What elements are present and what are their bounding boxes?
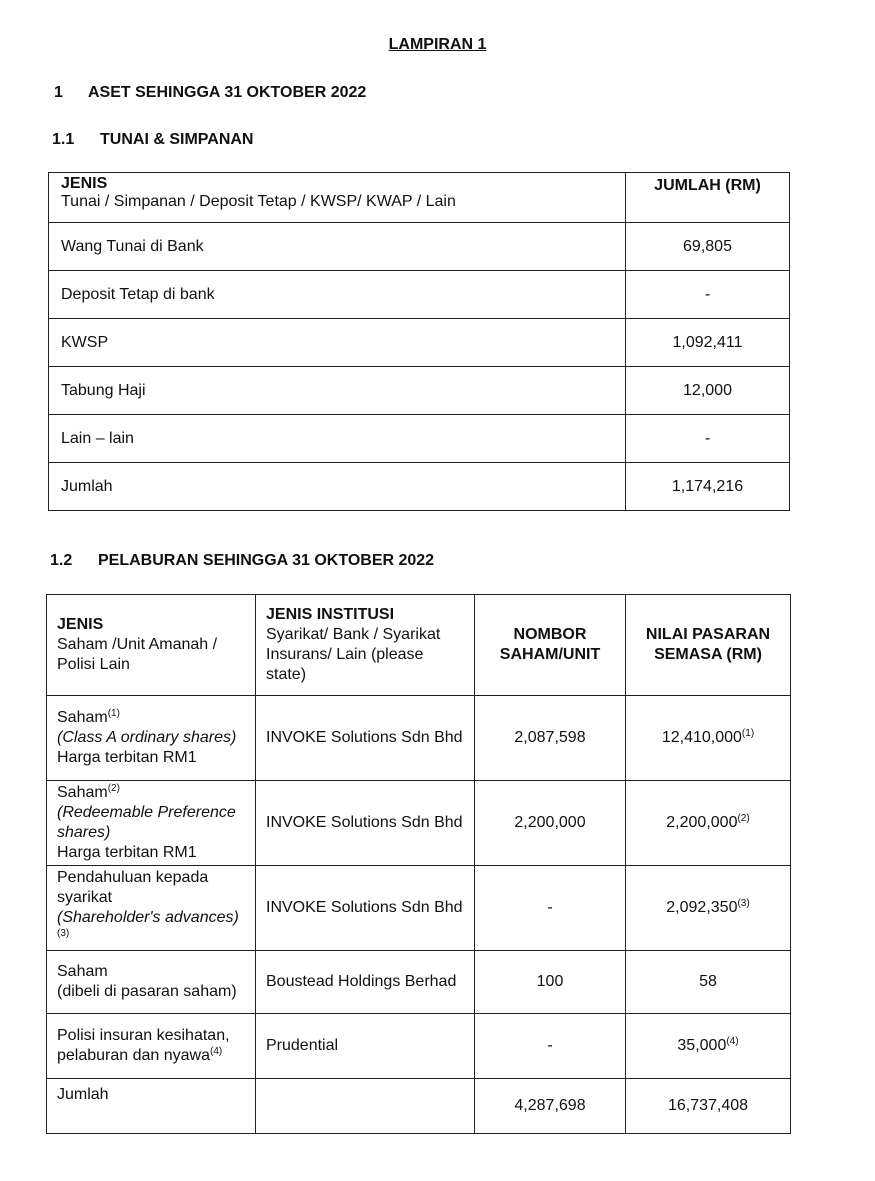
institution-cell bbox=[256, 1079, 475, 1134]
header-jenis-sub: Saham /Unit Amanah / Polisi Lain bbox=[57, 636, 218, 673]
value-amount: 35,000 bbox=[677, 1037, 727, 1054]
type-label: Polisi insuran kesihatan, pelaburan dan nyawa bbox=[57, 1027, 230, 1064]
institution-cell: INVOKE Solutions Sdn Bhd bbox=[256, 696, 475, 781]
table-header-row bbox=[47, 595, 791, 696]
header-institution-cell bbox=[256, 595, 475, 696]
institution-cell: INVOKE Solutions Sdn Bhd bbox=[256, 866, 475, 951]
cash-savings-table bbox=[48, 172, 790, 511]
value-amount: 2,200,000 bbox=[666, 814, 738, 831]
table-row bbox=[47, 781, 791, 866]
header-institution: JENIS INSTITUSI bbox=[266, 606, 395, 623]
type-label: Saham bbox=[57, 963, 108, 980]
units-cell: - bbox=[475, 1014, 626, 1079]
header-jenis-cell bbox=[47, 595, 256, 696]
table-row bbox=[47, 866, 791, 951]
row-label: Tabung Haji bbox=[49, 367, 626, 415]
section-1-heading bbox=[54, 84, 366, 102]
appendix-title: LAMPIRAN 1 bbox=[388, 36, 487, 53]
type-description: (dibeli di pasaran saham) bbox=[57, 983, 237, 1000]
header-jenis-sub: Tunai / Simpanan / Deposit Tetap / KWSP/ KWAP / Lain bbox=[61, 193, 456, 210]
total-row bbox=[49, 463, 790, 511]
total-label: Jumlah bbox=[47, 1079, 256, 1134]
row-amount: 1,092,411 bbox=[626, 319, 790, 367]
type-label: Saham bbox=[57, 784, 108, 801]
footnote-marker: (2) bbox=[107, 783, 120, 794]
type-label: Saham bbox=[57, 709, 108, 726]
units-cell: 2,200,000 bbox=[475, 781, 626, 866]
table-header-row bbox=[49, 173, 790, 223]
footnote-marker: (4) bbox=[210, 1046, 223, 1057]
table-row bbox=[47, 696, 791, 781]
table-row bbox=[49, 367, 790, 415]
header-jenis: JENIS bbox=[57, 616, 104, 633]
row-label: Lain – lain bbox=[49, 415, 626, 463]
institution-cell: Prudential bbox=[256, 1014, 475, 1079]
row-label: Wang Tunai di Bank bbox=[49, 223, 626, 271]
investments-table bbox=[46, 594, 791, 1134]
header-market-value: NILAI PASARAN SEMASA (RM) bbox=[626, 595, 791, 696]
total-row bbox=[47, 1079, 791, 1134]
footnote-marker: (1) bbox=[107, 708, 120, 719]
value-cell bbox=[626, 696, 791, 781]
table-row bbox=[49, 319, 790, 367]
type-cell bbox=[47, 781, 256, 866]
value-cell bbox=[626, 781, 791, 866]
row-amount: - bbox=[626, 415, 790, 463]
type-description: (Redeemable Preference shares) bbox=[57, 804, 236, 841]
institution-cell: INVOKE Solutions Sdn Bhd bbox=[256, 781, 475, 866]
type-cell bbox=[47, 1014, 256, 1079]
row-amount: 12,000 bbox=[626, 367, 790, 415]
section-number: 1.2 bbox=[50, 552, 73, 569]
row-label: KWSP bbox=[49, 319, 626, 367]
footnote-marker: (4) bbox=[726, 1036, 739, 1047]
section-1-2-heading bbox=[50, 552, 434, 570]
table-row bbox=[49, 223, 790, 271]
section-number: 1 bbox=[54, 84, 63, 101]
section-1-1-heading bbox=[52, 131, 253, 149]
section-title: ASET SEHINGGA 31 OKTOBER 2022 bbox=[88, 84, 367, 101]
header-jenis-cell bbox=[49, 173, 626, 223]
value-total: 16,737,408 bbox=[626, 1079, 791, 1134]
footnote-marker: (2) bbox=[737, 813, 750, 824]
row-label: Deposit Tetap di bank bbox=[49, 271, 626, 319]
units-cell: 100 bbox=[475, 951, 626, 1014]
issue-price-note: Harga terbitan RM1 bbox=[57, 844, 197, 861]
section-number: 1.1 bbox=[52, 131, 75, 148]
footnote-marker: (3) bbox=[737, 898, 750, 909]
type-label: Pendahuluan kepada syarikat bbox=[57, 869, 209, 906]
header-jenis: JENIS bbox=[61, 175, 108, 192]
type-description: (Shareholder's advances) bbox=[57, 909, 239, 926]
type-cell bbox=[47, 951, 256, 1014]
row-label: Jumlah bbox=[49, 463, 626, 511]
table-row bbox=[49, 415, 790, 463]
header-jumlah: JUMLAH (RM) bbox=[626, 173, 790, 223]
units-total: 4,287,698 bbox=[475, 1079, 626, 1134]
value-cell bbox=[626, 1014, 791, 1079]
type-cell bbox=[47, 696, 256, 781]
institution-cell: Boustead Holdings Berhad bbox=[256, 951, 475, 1014]
header-units: NOMBOR SAHAM/UNIT bbox=[475, 595, 626, 696]
units-cell: - bbox=[475, 866, 626, 951]
header-institution-sub: Syarikat/ Bank / Syarikat Insurans/ Lain (please state) bbox=[266, 626, 441, 683]
section-title: PELABURAN SEHINGGA 31 OKTOBER 2022 bbox=[98, 552, 435, 569]
type-description: (Class A ordinary shares) bbox=[57, 729, 237, 746]
value-amount: 2,092,350 bbox=[666, 899, 738, 916]
units-cell: 2,087,598 bbox=[475, 696, 626, 781]
row-amount: 1,174,216 bbox=[626, 463, 790, 511]
row-amount: - bbox=[626, 271, 790, 319]
row-amount: 69,805 bbox=[626, 223, 790, 271]
value-cell: 58 bbox=[626, 951, 791, 1014]
footnote-marker: (3) bbox=[57, 928, 70, 939]
value-cell bbox=[626, 866, 791, 951]
table-row bbox=[47, 1014, 791, 1079]
footnote-marker: (1) bbox=[741, 728, 755, 739]
section-title: TUNAI & SIMPANAN bbox=[100, 131, 254, 148]
value-amount: 12,410,000 bbox=[661, 729, 742, 746]
type-cell bbox=[47, 866, 256, 951]
issue-price-note: Harga terbitan RM1 bbox=[57, 749, 197, 766]
table-row bbox=[47, 951, 791, 1014]
table-row bbox=[49, 271, 790, 319]
